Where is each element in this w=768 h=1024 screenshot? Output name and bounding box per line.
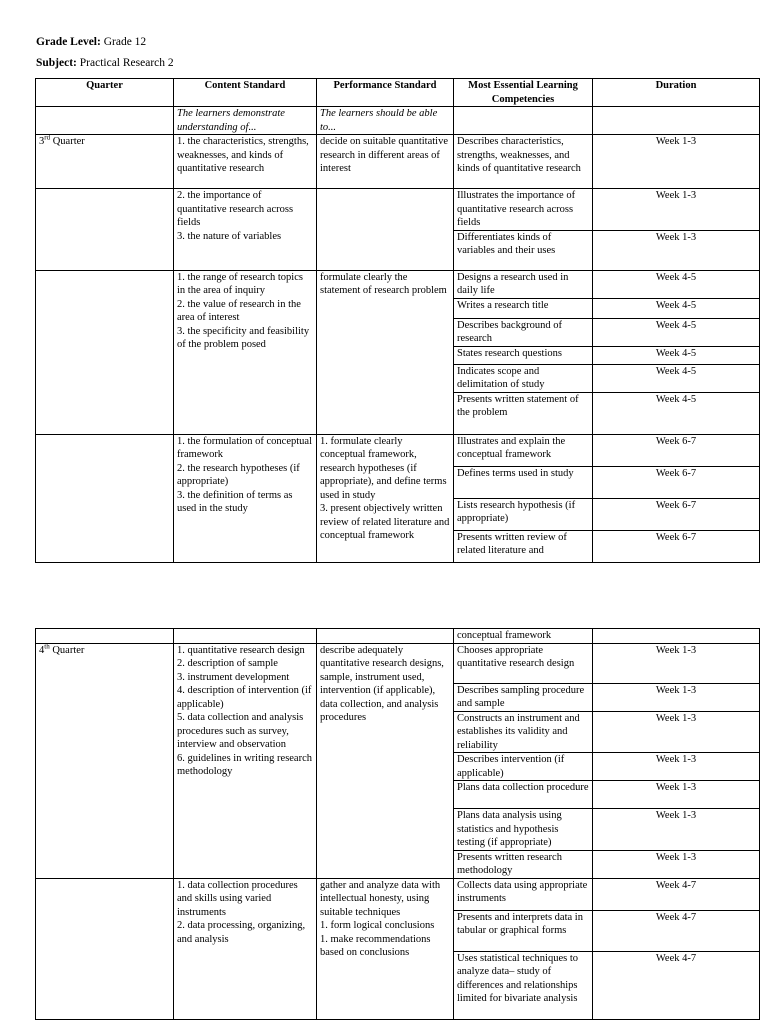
melc-cell: Illustrates and explain the conceptual framework <box>454 434 593 466</box>
duration-cell: Week 4-5 <box>593 298 760 318</box>
performance-standard-cell: 1. formulate clearly conceptual framework, research hypotheses (if appropriate), and define terms used in study 3. present objectively written review of related literature and conceptual framework <box>317 434 454 562</box>
duration-cell: Week 6-7 <box>593 530 760 562</box>
duration-cell: Week 1-3 <box>593 850 760 878</box>
table-row <box>36 270 760 298</box>
duration-cell: Week 1-3 <box>593 189 760 231</box>
content-standard-cell: 1. the range of research topics in the area of inquiry 2. the value of research in the area of interest 3. the specificity and feasibility of the problem posed <box>174 270 317 434</box>
melc-cell: States research questions <box>454 346 593 364</box>
melc-cell: Presents written statement of the problem <box>454 392 593 434</box>
melc-cell: Indicates scope and delimitation of study <box>454 364 593 392</box>
melc-cell: Describes intervention (if applicable) <box>454 753 593 781</box>
grade-level-value: Grade 12 <box>103 36 147 48</box>
grade-level-label: Grade Level: <box>36 36 101 48</box>
duration-cell: Week 6-7 <box>593 466 760 498</box>
subject-value: Practical Research 2 <box>79 57 174 69</box>
content-hint: The learners demonstrate understanding of... <box>174 107 317 135</box>
melc-cell: Plans data analysis using statistics and hypothesis testing (if appropriate) <box>454 809 593 851</box>
melc-cell: Constructs an instrument and establishes its validity and reliability <box>454 711 593 753</box>
duration-cell: Week 4-5 <box>593 270 760 298</box>
duration-cell: Week 4-5 <box>593 364 760 392</box>
quarter-cell: 3rd Quarter <box>36 135 174 189</box>
duration-cell: Week 1-3 <box>593 753 760 781</box>
header-melc: Most Essential Learning Competencies <box>454 79 593 107</box>
header-performance-standard: Performance Standard <box>317 79 454 107</box>
header-duration: Duration <box>593 79 760 107</box>
melc-cell: Presents and interprets data in tabular or graphical forms <box>454 910 593 951</box>
quarter-cell: 4th Quarter <box>36 643 174 878</box>
duration-cell: Week 6-7 <box>593 498 760 530</box>
melc-cell: Differentiates kinds of variables and their uses <box>454 230 593 270</box>
table-row <box>36 189 760 231</box>
duration-cell: Week 4-5 <box>593 346 760 364</box>
table-row <box>36 629 760 644</box>
content-standard-cell: 1. the characteristics, strengths, weaknesses, and kinds of quantitative research <box>174 135 317 189</box>
performance-standard-cell: formulate clearly the statement of research problem <box>317 270 454 434</box>
header-content-standard: Content Standard <box>174 79 317 107</box>
header-quarter: Quarter <box>36 79 174 107</box>
content-standard-cell: 1. the formulation of conceptual framework 2. the research hypotheses (if appropriate) 3. the definition of terms as used in the study <box>174 434 317 562</box>
duration-cell: Week 4-7 <box>593 910 760 951</box>
melc-cell: Plans data collection procedure <box>454 781 593 809</box>
performance-standard-cell: gather and analyze data with intellectual honesty, using suitable techniques 1. form logical conclusions 1. make recommendations based on conclusions <box>317 878 454 1019</box>
subject-line <box>36 57 174 71</box>
melc-cell: Presents written research methodology <box>454 850 593 878</box>
performance-standard-cell: describe adequately quantitative research designs, sample, instrument used, intervention (if applicable), data collection, and analysis procedures <box>317 643 454 878</box>
table-row <box>36 434 760 466</box>
melc-cell: Describes sampling procedure and sample <box>454 683 593 711</box>
melc-cell: Uses statistical techniques to analyze data– study of differences and relationships limited for bivariate analysis <box>454 951 593 1019</box>
curriculum-table-page-1 <box>35 78 760 563</box>
performance-hint: The learners should be able to... <box>317 107 454 135</box>
melc-cell: Describes characteristics, strengths, weaknesses, and kinds of quantitative research <box>454 135 593 189</box>
header-row <box>36 79 760 107</box>
melc-cell: Collects data using appropriate instruments <box>454 878 593 910</box>
table-row <box>36 643 760 683</box>
duration-cell: Week 1-3 <box>593 643 760 683</box>
duration-cell: Week 6-7 <box>593 434 760 466</box>
table-row <box>36 878 760 910</box>
melc-cell: Lists research hypothesis (if appropriate) <box>454 498 593 530</box>
melc-cell: Illustrates the importance of quantitative research across fields <box>454 189 593 231</box>
curriculum-table-page-2 <box>35 628 760 1020</box>
grade-level-line <box>36 36 146 50</box>
melc-cell: Presents written review of related literature and <box>454 530 593 562</box>
melc-cell: Chooses appropriate quantitative research design <box>454 643 593 683</box>
content-standard-cell: 1. data collection procedures and skills using varied instruments 2. data processing, organizing, and analysis <box>174 878 317 1019</box>
content-standard-cell: 1. quantitative research design 2. description of sample 3. instrument development 4. description of intervention (if applicable) 5. data collection and analysis procedures such as survey, interview and observation 6. guidelines in writing research methodology <box>174 643 317 878</box>
duration-cell: Week 1-3 <box>593 230 760 270</box>
melc-cell: Describes background of research <box>454 318 593 346</box>
content-standard-cell: 2. the importance of quantitative research across fields 3. the nature of variables <box>174 189 317 271</box>
table-row <box>36 135 760 189</box>
duration-cell: Week 4-5 <box>593 392 760 434</box>
melc-cell: conceptual framework <box>454 629 593 644</box>
duration-cell: Week 1-3 <box>593 683 760 711</box>
subject-label: Subject: <box>36 57 77 69</box>
duration-cell: Week 1-3 <box>593 711 760 753</box>
melc-cell: Writes a research title <box>454 298 593 318</box>
hint-row <box>36 107 760 135</box>
duration-cell: Week 1-3 <box>593 781 760 809</box>
duration-cell: Week 4-7 <box>593 878 760 910</box>
performance-standard-cell: decide on suitable quantitative research in different areas of interest <box>317 135 454 189</box>
melc-cell: Designs a research used in daily life <box>454 270 593 298</box>
duration-cell: Week 1-3 <box>593 809 760 851</box>
duration-cell: Week 4-5 <box>593 318 760 346</box>
melc-cell: Defines terms used in study <box>454 466 593 498</box>
duration-cell: Week 1-3 <box>593 135 760 189</box>
duration-cell: Week 4-7 <box>593 951 760 1019</box>
